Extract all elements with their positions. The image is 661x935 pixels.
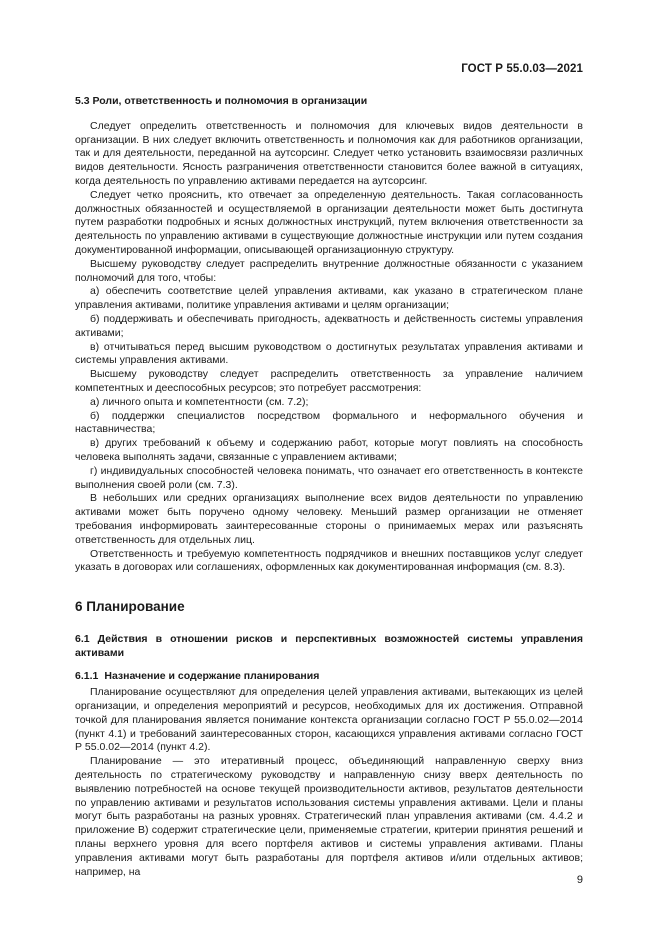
list-item: б) поддерживать и обеспечивать пригодность, адекватность и действенность системы управления активами; bbox=[75, 312, 583, 339]
page-number: 9 bbox=[576, 874, 583, 886]
paragraph: Планирование осуществляют для определения целей управления активами, вытекающих из целей организации, и определения мероприятий и ресурсов, необходимых для их достижения. Отправной точкой для планирования является понимание контекста организации согласно ГОСТ Р 55.0.02—2014 (пункт 4.1) и требований заинтересованных сторон, касающихся управления активами согласно ГОСТ Р 55.0.02—2014 (пункт 4.2). bbox=[75, 686, 583, 754]
paragraph: Ответственность и требуемую компетентность подрядчиков и внешних поставщиков услуг следует указать в договорах или соглашениях, оформленных как документированная информация (см. 8.3). bbox=[75, 547, 583, 574]
paragraph: Следует определить ответственность и полномочия для ключевых видов деятельности в организации. В них следует включить ответственность и полномочия как для работников организации, так и для деятельности, переданной на аутсорсинг. Следует четко установить взаимосвязи различных видов деятельности. Ясность разграничения ответственности становится более важной в ситуациях, когда деятельность по управлению активами передается на аутсорсинг. bbox=[75, 119, 583, 187]
paragraph: Высшему руководству следует распределить внутренние должностные обязанности с указанием полномочий для того, чтобы: bbox=[75, 257, 583, 284]
list-item: б) поддержки специалистов посредством формального и неформального обучения и наставничества; bbox=[75, 409, 583, 436]
list-item: в) отчитываться перед высшим руководством о достигнутых результатах управления активами и системы управления активами. bbox=[75, 340, 583, 367]
section-heading-5-3: 5.3 Роли, ответственность и полномочия в организации bbox=[75, 95, 368, 107]
list-item: в) других требований к объему и содержанию работ, которые могут повлиять на способность человека выполнять задачи, связанные с управлением активами; bbox=[75, 437, 583, 463]
paragraph: Следует четко прояснить, кто отвечает за определенную деятельность. Такая согласованность должностных обязанностей и осуществляемой в организации деятельности может быть достигнута путем разработки подробных и ясных должностных инструкций, путем включения ответственности за деятельность по управлению активами в существующие должностные инструкции или путем создания документированной информации, описывающей организационную структуру. bbox=[75, 188, 583, 256]
section-heading-6-1-1 bbox=[75, 670, 583, 684]
list-item: а) обеспечить соответствие целей управления активами, как указано в стратегическом плане управления активами, политике управления активами и целям организации; bbox=[75, 285, 583, 312]
paragraph: Высшему руководству следует распределить ответственность за управление наличием компетентных и дееспособных ресурсов; это потребует рассмотрения: bbox=[75, 368, 583, 394]
document-body bbox=[75, 95, 583, 879]
section-heading-6-1: 6.1 Действия в отношении рисков и перспективных возможностей системы управления активами bbox=[75, 632, 583, 659]
list-item: г) индивидуальных способностей человека понимать, что означает его ответственность в контексте выполнения своей роли (см. 7.3). bbox=[75, 464, 583, 491]
paragraph: Планирование — это итеративный процесс, объединяющий направленную сверху вниз деятельность по стратегическому руководству и направленную снизу вверх деятельность по выявлению потребностей на основе текущей производительности активов, результатов деятельности по управлению активами и результатов использования системы управления активами. Цели и планы могут быть разработаны на разных уровнях. Стратегический план управления активами (см. 4.4.2 и приложение В) содержит стратегические цели, применяемые стратегии, критерии принятия решений и планы верхнего уровня для всего портфеля активов и системы управления активами. Планы управления активами могут быть разработаны для портфеля активов и/или отдельных активов; например, на bbox=[75, 755, 583, 878]
section-title: Назначение и содержание планирования bbox=[104, 670, 320, 683]
document-header-id: ГОСТ Р 55.0.03—2021 bbox=[461, 63, 583, 75]
list-item: а) личного опыта и компетентности (см. 7.2); bbox=[90, 395, 309, 408]
section-number: 6.1.1 bbox=[75, 670, 99, 683]
section-heading-6: 6 Планирование bbox=[75, 599, 185, 615]
paragraph: В небольших или средних организациях выполнение всех видов деятельности по управлению активами может быть поручено одному человеку. Меньший размер организации не отменяет требования информировать заинтересованные стороны о принимаемых мерах или разъяснять ответственность для отдельных лиц. bbox=[75, 492, 583, 546]
